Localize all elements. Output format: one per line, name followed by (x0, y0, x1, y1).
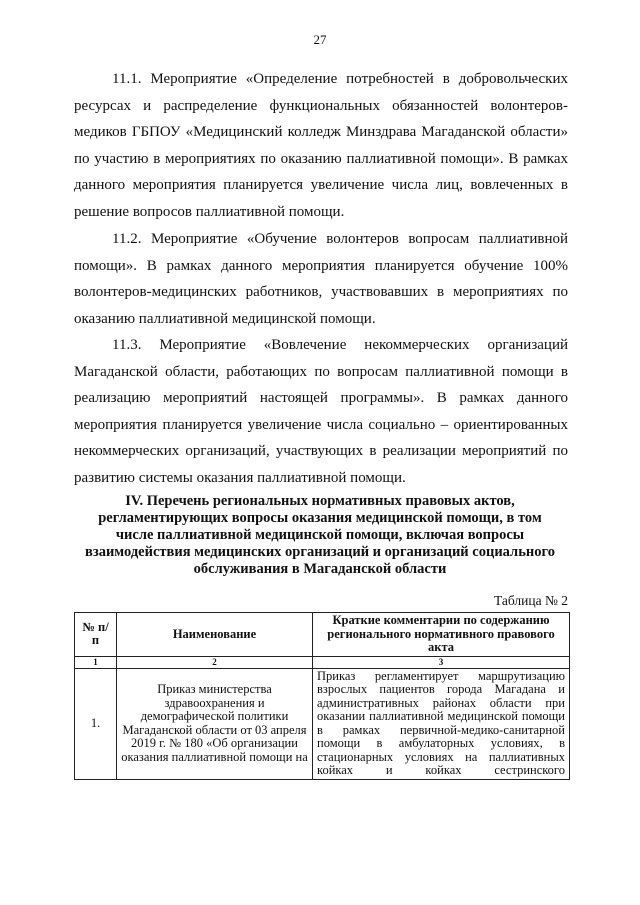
page-number: 27 (313, 32, 327, 47)
column-number: 3 (313, 656, 570, 668)
table-header-row (75, 613, 570, 657)
table-caption: Таблица № 2 (494, 593, 568, 608)
row-act-name: Приказ министерства здравоохранения и демографической политики Магаданской области от 03 апреля 2019 г. № 180 «Об организации оказания паллиативной помощи на (117, 668, 313, 779)
section-heading: IV. Перечень региональных нормативных правовых актов, регламентирующих вопросы оказания медицинской помощи, в том числе паллиативной медицинской помощи, включая вопросы взаимодействия медицинских организаций и организаций социального обслуживания в Магаданской области (85, 493, 555, 577)
row-index: 1. (75, 668, 117, 779)
paragraph-11-1: 11.1. Мероприятие «Определение потребностей в добровольческих ресурсах и распределение функциональных обязанностей волонтеров-медиков ГБПОУ «Медицинский колледж Минздрава Магаданской области» по участию в мероприятиях по оказанию паллиативной помощи». В рамках данного мероприятия планируется увеличение числа лиц, вовлеченных в решение вопросов паллиативной помощи. (74, 71, 568, 220)
column-number: 2 (117, 656, 313, 668)
paragraph-11-2: 11.2. Мероприятие «Обучение волонтеров вопросам паллиативной помощи». В рамках данного мероприятия планируется обучение 100% волонтеров-медицинских работников, участвовавших в мероприятиях по оказанию паллиативной медицинской помощи. (74, 231, 568, 327)
row-comment: Приказ регламентирует маршрутизацию взрослых пациентов города Магадана и административных районах области при оказании паллиативной медицинской помощи в рамках первичной-медико-санитарной помощи в амбулаторных условиях, в стационарных условиях на паллиативных койках и койках сестринского (313, 668, 570, 779)
header-number: № п/п (75, 613, 117, 657)
header-name: Наименование (117, 613, 313, 657)
regulatory-acts-table (74, 612, 570, 780)
paragraph-11-3: 11.3. Мероприятие «Вовлечение некоммерческих организаций Магаданской области, работающих по вопросам паллиативной помощи в реализацию мероприятий настоящей программы». В рамках данного мероприятия планируется увеличение числа социально – ориентированных некоммерческих организаций, участвующих в реализации мероприятий по развитию системы оказания паллиативной помощи. (74, 337, 568, 486)
table-column-numbers-row (75, 656, 570, 668)
table-row (75, 668, 570, 779)
column-number: 1 (75, 656, 117, 668)
header-comments: Краткие комментарии по содержанию регионального нормативного правового акта (313, 613, 570, 657)
